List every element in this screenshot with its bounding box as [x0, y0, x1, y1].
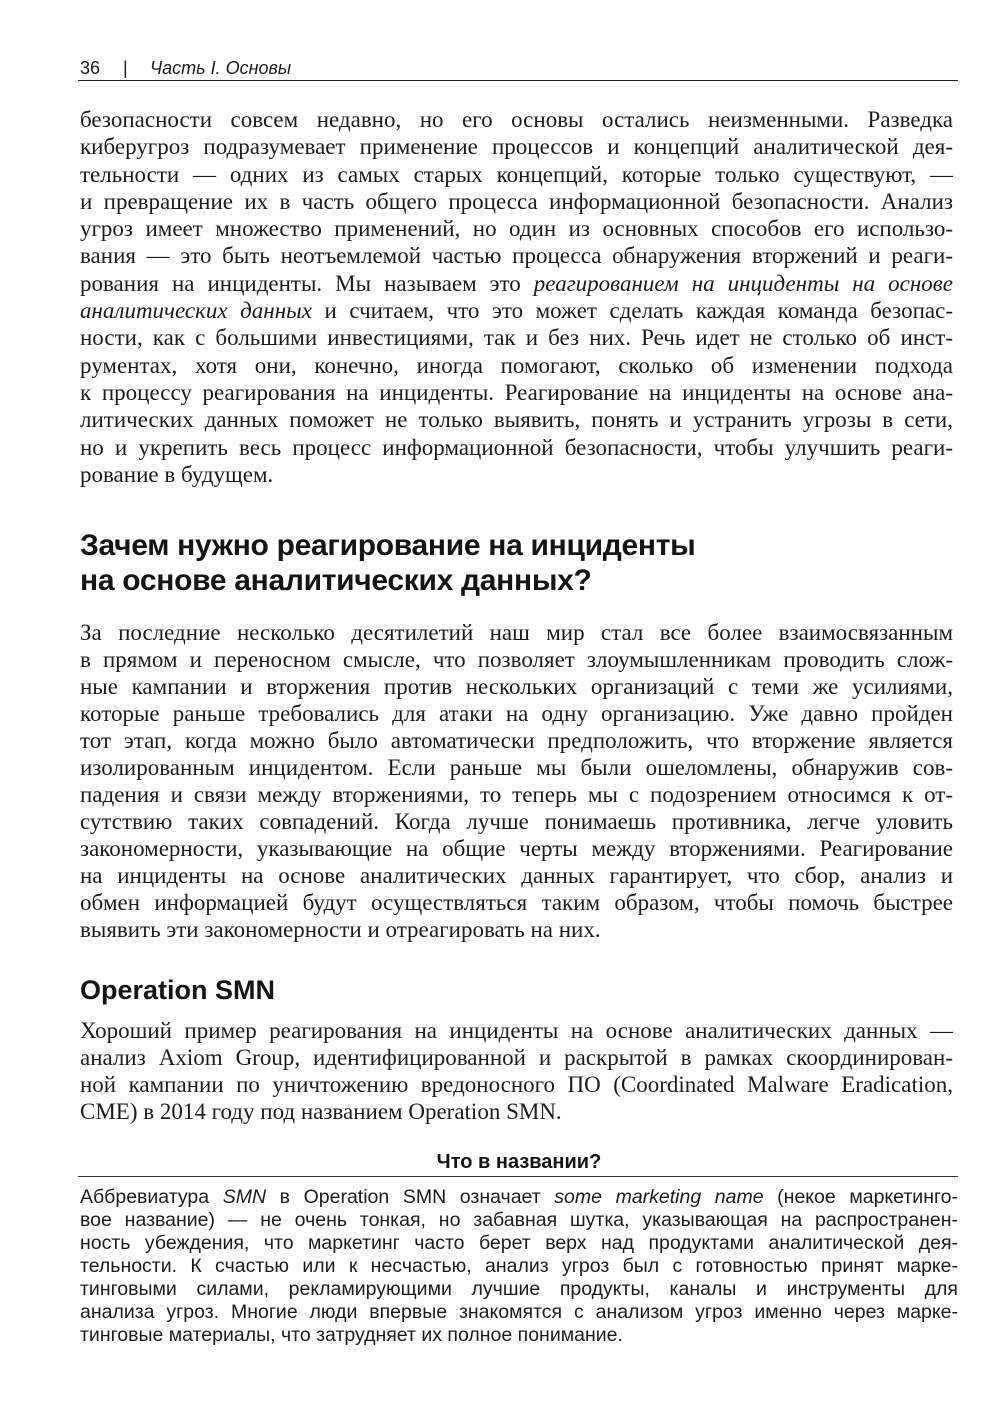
paragraph-line: закономерности, указывающие на общие черты между вторжениями. Реагирование: [80, 835, 953, 861]
paragraph-line: тельности — одних из самых старых концепций, которые только существуют, —: [80, 161, 953, 187]
paragraph-line: выявить эти закономерности и отреагировать на них.: [80, 916, 601, 942]
paragraph-line: ной кампании по уничтожению вредоносного ПО (Coordinated Malware Eradication,: [80, 1072, 953, 1098]
text-run: и считаем, что это может сделать каждая команда безопас-: [311, 298, 953, 324]
sidebar-body: [80, 1186, 958, 1347]
page-number: 36: [80, 58, 101, 78]
paragraph-line: киберугроз подразумевает применение процессов и концепций аналитической дея-: [80, 134, 953, 160]
italic-text-run: реагированием на инциденты на основе: [533, 270, 953, 296]
paragraph-line: и превращение их в часть общего процесса информационной безопасности. Анализ: [80, 188, 953, 214]
sidebar-line: [80, 1186, 958, 1209]
header-rule: [78, 80, 958, 81]
sidebar-line: анализа угроз. Многие люди впервые знакомятся с анализом угроз именно через марке-: [80, 1300, 958, 1323]
paragraph-line: [80, 297, 953, 324]
sidebar-title: Что в названии?: [436, 1151, 602, 1173]
paragraph-line: рументах, хотя они, конечно, иногда помогают, сколько об изменении подхода: [80, 352, 953, 378]
sidebar-rule: [78, 1176, 958, 1177]
sidebar-line: вое название) — не очень тонкая, но забавная шутка, указывающая на распространен-: [80, 1208, 958, 1231]
paragraph-line: обмен информацией будут осуществляться таким образом, чтобы помочь быстрее: [80, 889, 953, 915]
paragraph-line: на инциденты на основе аналитических данных гарантирует, что сбор, анализ и: [80, 862, 953, 888]
italic-text-run: SMN: [222, 1185, 267, 1208]
paragraph-line: которые раньше требовались для атаки на одну организацию. Уже давно пройден: [80, 700, 953, 726]
paragraph-line: За последние несколько десятилетий наш мир стал все более взаимосвязанным: [80, 619, 953, 645]
paragraph-line: в прямом и переносном смысле, что позволяет злоумышленникам проводить слож-: [80, 646, 953, 672]
text-run: в Operation SMN означает: [266, 1185, 555, 1208]
paragraph-line: угроз имеет множество применений, но один из основных способов его использо-: [80, 216, 953, 242]
sidebar-line: тинговые материалы, что затрудняет их полное понимание.: [80, 1323, 623, 1346]
italic-text-run: аналитических данных: [80, 298, 312, 324]
paragraph-line: CME) в 2014 году под названием Operation SMN.: [80, 1099, 562, 1125]
paragraph: [80, 106, 953, 488]
paragraph-line: изолированным инцидентом. Если раньше мы были ошеломлены, обнаружив сов-: [80, 754, 953, 780]
paragraph-line: но и укрепить весь процесс информационной безопасности, чтобы улучшить реаги-: [80, 434, 953, 460]
paragraph-line: тот этап, когда можно было автоматически предположить, что вторжение является: [80, 727, 953, 753]
paragraph: [80, 619, 953, 943]
sidebar-line: тинговыми силами, рекламирующими лучшие продукты, каналы и инструменты для: [80, 1277, 958, 1300]
running-header: [80, 55, 958, 81]
paragraph-line: к процессу реагирования на инциденты. Реагирование на инциденты на основе ана-: [80, 379, 953, 405]
part-title: Часть I. Основы: [150, 58, 292, 78]
section-heading-line: на основе аналитических данных?: [80, 564, 592, 597]
paragraph-line: Хороший пример реагирования на инциденты на основе аналитических данных —: [80, 1017, 953, 1043]
italic-text-run: some marketing name: [554, 1185, 764, 1208]
section-heading-line: Зачем нужно реагирование на инциденты: [80, 529, 696, 562]
subsection-heading: Operation SMN: [80, 975, 276, 1005]
paragraph-line: вания — это быть неотъемлемой частью процесса обнаружения вторжений и реаги-: [80, 243, 953, 269]
paragraph-line: ности, как с большими инвестициями, так и без них. Речь идет не столько об инст-: [80, 325, 953, 351]
text-run: (некое маркетинго-: [763, 1185, 958, 1208]
paragraph: [80, 1017, 953, 1126]
paragraph-line: рование в будущем.: [80, 461, 274, 487]
text-run: рования на инциденты. Мы называем это: [80, 270, 534, 296]
section-heading: [80, 528, 953, 598]
paragraph-line: падения и связи между вторжениями, то теперь мы с подозрением относимся к от-: [80, 781, 953, 807]
paragraph-line: сутствию таких совпадений. Когда лучше понимаешь противника, легче уловить: [80, 808, 953, 834]
sidebar-line: ность убеждения, что маркетинг часто берет верх над продуктами аналитической дея-: [80, 1231, 958, 1254]
sidebar-line: тельности. К счастью или к несчастью, анализ угроз был с готовностью принят марке-: [80, 1254, 958, 1277]
paragraph-line: анализ Axiom Group, идентифицированной и раскрытой в рамках скоординирован-: [80, 1044, 953, 1070]
paragraph-line: безопасности совсем недавно, но его основы остались неизменными. Разведка: [80, 107, 953, 132]
header-separator: |: [123, 58, 128, 78]
text-run: Аббревиатура: [80, 1185, 223, 1208]
paragraph-line: литических данных поможет не только выявить, понять и устранить угрозы в сети,: [80, 407, 953, 433]
paragraph-line: [80, 270, 953, 297]
paragraph-line: ные кампании и вторжения против нескольких организаций с теми же усилиями,: [80, 673, 953, 699]
